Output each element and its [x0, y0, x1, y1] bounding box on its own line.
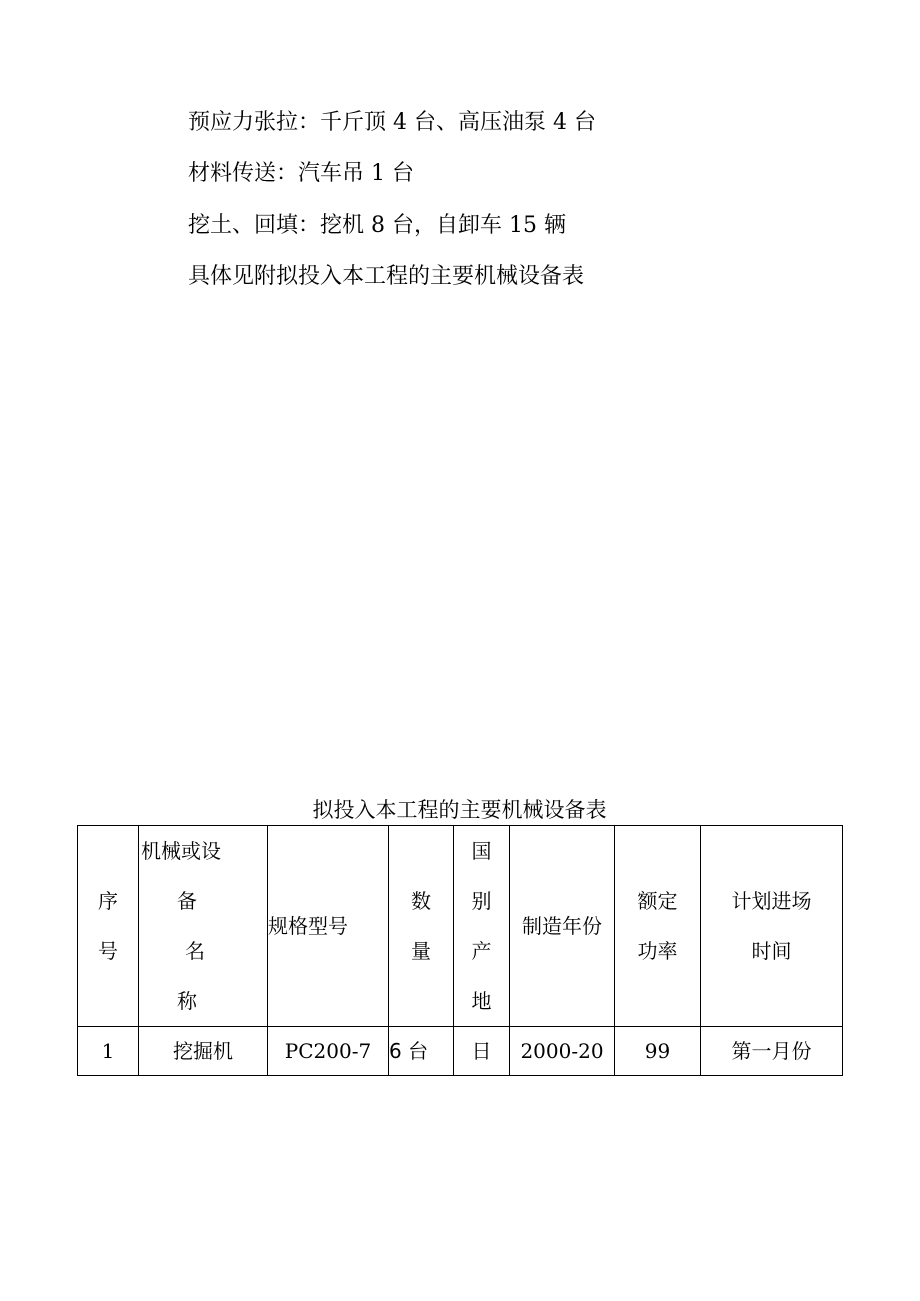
- header-origin: [454, 826, 510, 1027]
- header-name: [139, 826, 268, 1027]
- header-qty-line: 量: [411, 939, 431, 963]
- header-origin-line: 别: [471, 889, 492, 913]
- table-row: [78, 1027, 843, 1076]
- cell-year: 2000-20: [510, 1027, 615, 1076]
- header-seq-line: 号: [98, 939, 118, 963]
- header-seq: [78, 826, 139, 1027]
- header-qty: [389, 826, 454, 1027]
- header-spec: 规格型号: [268, 826, 389, 1027]
- header-name-line: 机械或设: [141, 839, 221, 863]
- table-header-row: [78, 826, 843, 1027]
- paragraph-see-table: 具体见附拟投入本工程的主要机械设备表: [188, 264, 585, 289]
- paragraph-excavation: 挖土、回填：挖机 8 台，自卸车 15 辆: [188, 213, 566, 238]
- header-time: [701, 826, 843, 1027]
- header-qty-line: 数: [411, 889, 431, 913]
- table-title: 拟投入本工程的主要机械设备表: [312, 798, 607, 822]
- header-origin-line: 产: [471, 939, 492, 963]
- header-origin-line: 地: [471, 989, 492, 1013]
- header-time-line: 计划进场: [731, 889, 812, 913]
- cell-origin: 日: [454, 1027, 510, 1076]
- cell-seq: 1: [78, 1027, 139, 1076]
- paragraph-prestress: 预应力张拉：千斤顶 4 台、高压油泵 4 台: [188, 110, 596, 135]
- cell-power: 99: [615, 1027, 701, 1076]
- equipment-table: [77, 825, 843, 1076]
- cell-time: 第一月份: [701, 1027, 843, 1076]
- paragraph-material-transfer: 材料传送：汽车吊 1 台: [188, 161, 414, 186]
- cell-name: 挖掘机: [139, 1027, 268, 1076]
- header-year: 制造年份: [510, 826, 615, 1027]
- header-name-line: 称: [177, 989, 197, 1013]
- header-time-line: 时间: [751, 939, 792, 963]
- header-power: [615, 826, 701, 1027]
- header-power-line: 额定: [637, 889, 678, 913]
- header-seq-line: 序: [98, 889, 118, 913]
- cell-spec: PC200-7: [268, 1027, 389, 1076]
- header-origin-line: 国: [471, 839, 492, 863]
- header-name-line: 名: [185, 939, 205, 963]
- header-power-line: 功率: [637, 939, 678, 963]
- cell-qty: 6 台: [389, 1027, 454, 1076]
- header-name-line: 备: [177, 889, 197, 913]
